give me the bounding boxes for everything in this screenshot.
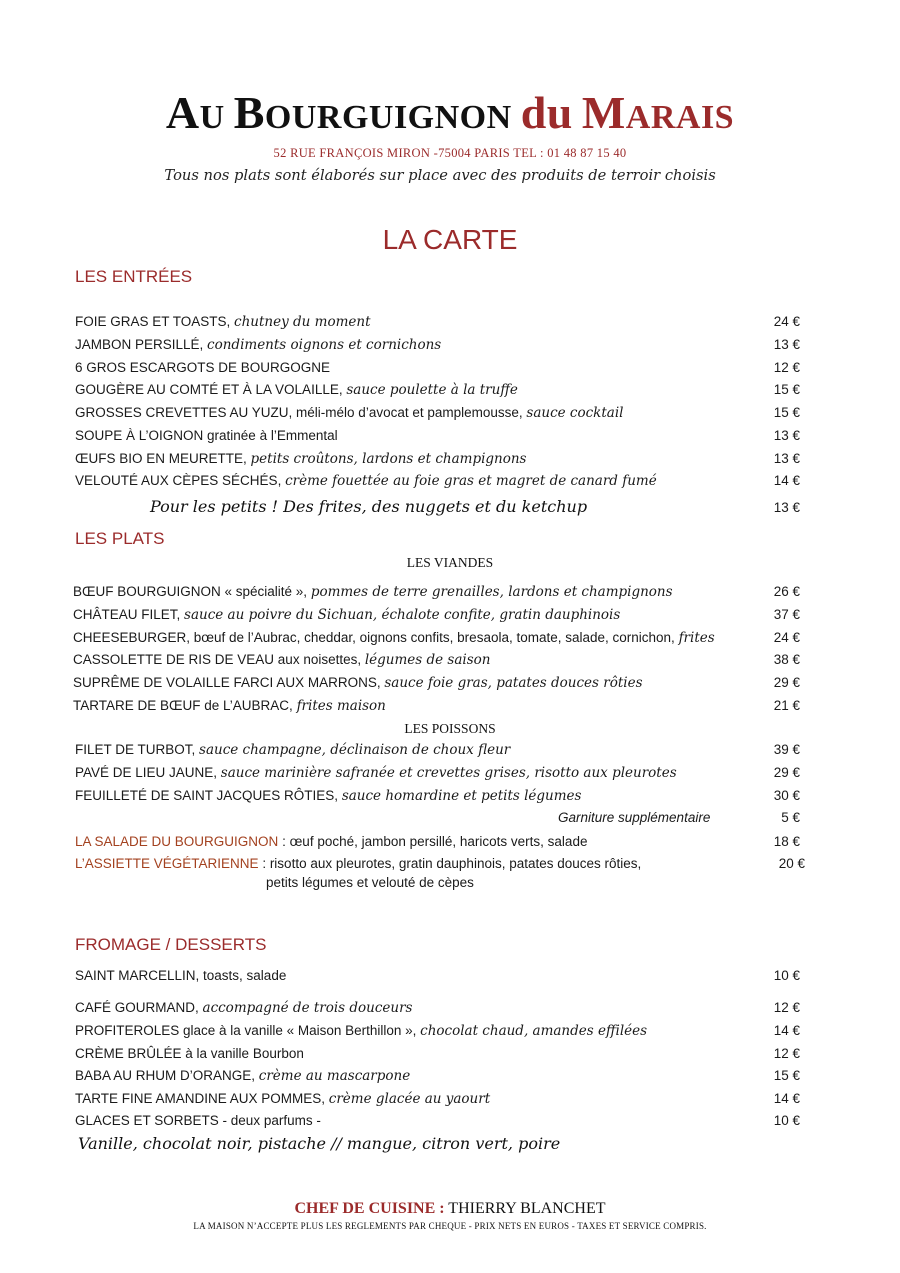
menu-item-accent: sauce champagne, déclinaison de choux fleur <box>199 742 511 758</box>
menu-item-row <box>75 405 800 427</box>
subsection-viandes-heading: LES VIANDES <box>406 555 494 570</box>
menu-item-text <box>75 1046 304 1062</box>
menu-item-text <box>75 788 581 804</box>
menu-item-name: CASSOLETTE DE RIS DE VEAU aux noisettes, <box>73 652 365 667</box>
menu-item-row <box>73 675 800 697</box>
menu-item-accent: sauce poulette à la truffe <box>346 382 518 398</box>
menu-item-text <box>75 405 623 421</box>
menu-item-accent: frites <box>678 630 715 646</box>
menu-item-price: 21 € <box>773 698 800 713</box>
menu-item-accent: légumes de saison <box>364 652 491 668</box>
menu-item-text <box>73 675 643 691</box>
menu-item-text <box>75 473 657 489</box>
menu-item-text <box>75 382 518 398</box>
kids-menu-price: 13 € <box>773 500 800 515</box>
menu-item-price: 13 € <box>773 337 800 352</box>
menu-item-text <box>75 1113 321 1129</box>
menu-item-row <box>75 473 800 495</box>
title-letter: M <box>581 87 626 138</box>
menu-item-row <box>73 652 800 674</box>
menu-item-text <box>73 630 715 646</box>
menu-item-name: BŒUF BOURGUIGNON « spécialité », <box>73 584 311 599</box>
menu-item-text <box>75 451 527 467</box>
payment-notice: LA MAISON N’ACCEPTE PLUS LES REGLEMENTS PAR CHEQUE - PRIX NETS EN EUROS - TAXES ET SERVICE COMPRIS. <box>193 1221 707 1231</box>
salade-text <box>75 834 587 849</box>
title-word: OURGUIGNON <box>264 99 512 136</box>
menu-item-price: 14 € <box>773 1023 800 1038</box>
salade-label: LA SALADE DU BOURGUIGNON <box>75 834 279 849</box>
salade-price: 18 € <box>773 834 800 849</box>
menu-item-name: PROFITEROLES glace à la vanille « Maison Berthillon », <box>75 1023 421 1038</box>
menu-item-price: 26 € <box>773 584 800 599</box>
salade-desc: : œuf poché, jambon persillé, haricots verts, salade <box>278 834 588 849</box>
menu-item-row <box>75 1113 800 1135</box>
menu-item-price: 39 € <box>773 742 800 757</box>
menu-item-text <box>73 698 386 714</box>
menu-item-text <box>75 1000 412 1016</box>
title-letter: B <box>233 87 265 138</box>
salade-row <box>75 834 800 856</box>
menu-item-name: TARTE FINE AMANDINE AUX POMMES, <box>75 1091 329 1106</box>
menu-item-price: 10 € <box>773 1113 800 1128</box>
title-word: ARAIS <box>625 99 735 136</box>
menu-item-row <box>75 1000 800 1022</box>
subsection-poissons-heading: LES POISSONS <box>404 721 496 736</box>
menu-item-name: PAVÉ DE LIEU JAUNE, <box>75 765 221 780</box>
section-desserts-heading: FROMAGE / DESSERTS <box>75 935 267 954</box>
menu-item-price: 29 € <box>773 765 800 780</box>
menu-item-accent: frites maison <box>296 698 386 714</box>
title-word: du <box>520 87 573 138</box>
vegetarian-label: L’ASSIETTE VÉGÉTARIENNE <box>75 856 259 871</box>
menu-item-row <box>73 607 800 629</box>
menu-item-accent: petits croûtons, lardons et champignons <box>250 451 527 467</box>
menu-item-accent: pommes de terre grenailles, lardons et champignons <box>310 584 673 600</box>
menu-item-row <box>75 742 800 764</box>
menu-item-name: ŒUFS BIO EN MEURETTE, <box>75 451 251 466</box>
menu-item-text <box>75 360 330 376</box>
menu-item-price: 10 € <box>773 968 800 983</box>
menu-item-row <box>75 382 800 404</box>
menu-item-row <box>75 314 800 336</box>
menu-item-row <box>75 788 800 810</box>
menu-item-name: BABA AU RHUM D’ORANGE, <box>75 1068 259 1083</box>
menu-item-accent: sauce cocktail <box>526 405 624 421</box>
menu-item-name: JAMBON PERSILLÉ, <box>75 337 208 352</box>
menu-item-text <box>75 337 441 353</box>
menu-item-row <box>75 765 800 787</box>
menu-item-price: 12 € <box>773 1000 800 1015</box>
restaurant-title <box>0 86 900 139</box>
menu-item-accent: accompagné de trois douceurs <box>202 1000 413 1016</box>
menu-item-text <box>75 1091 490 1107</box>
menu-item-price: 24 € <box>773 314 800 329</box>
menu-item-accent: sauce marinière safranée et crevettes grises, risotto aux pleurotes <box>220 765 677 781</box>
menu-item-name: CHÂTEAU FILET, <box>73 607 185 622</box>
menu-item-price: 14 € <box>773 1091 800 1106</box>
glaces-flavors: Vanille, chocolat noir, pistache // mangue, citron vert, poire <box>78 1134 561 1153</box>
menu-item-row <box>73 698 800 720</box>
menu-item-row <box>75 1091 800 1113</box>
menu-item-row <box>75 968 800 990</box>
title-letter: U <box>199 99 225 136</box>
menu-item-text <box>75 742 510 758</box>
vegetarian-text <box>75 856 641 871</box>
garniture-label: Garniture supplémentaire <box>558 810 711 825</box>
tagline: Tous nos plats sont élaborés sur place avec des produits de terroir choisis <box>164 166 716 184</box>
menu-item-row <box>75 337 800 359</box>
menu-item-price: 15 € <box>773 405 800 420</box>
menu-item-name: TARTARE DE BŒUF de L’AUBRAC, <box>73 698 297 713</box>
menu-item-name: GOUGÈRE AU COMTÉ ET À LA VOLAILLE, <box>75 382 347 397</box>
menu-item-row <box>75 1046 800 1068</box>
menu-item-row <box>73 584 800 606</box>
section-entrees-heading: LES ENTRÉES <box>75 267 193 286</box>
menu-item-name: FOIE GRAS ET TOASTS, <box>75 314 235 329</box>
menu-item-text <box>75 428 338 444</box>
menu-item-text <box>75 1023 647 1039</box>
vegetarian-desc: : risotto aux pleurotes, gratin dauphinois, patates douces rôties, <box>258 856 642 871</box>
menu-item-price: 29 € <box>773 675 800 690</box>
title-letter: A <box>165 87 200 138</box>
menu-item-row <box>75 1023 800 1045</box>
menu-item-price: 37 € <box>773 607 800 622</box>
menu-item-name: GROSSES CREVETTES AU YUZU, méli-mélo d’avocat et pamplemousse, <box>75 405 527 420</box>
menu-item-text <box>75 314 371 330</box>
menu-item-text <box>75 968 286 984</box>
menu-item-price: 15 € <box>773 1068 800 1083</box>
menu-item-accent: chutney du moment <box>234 314 371 330</box>
menu-item-accent: sauce au poivre du Sichuan, échalote confite, gratin dauphinois <box>184 607 621 623</box>
carte-title: LA CARTE <box>382 224 518 255</box>
menu-item-accent: sauce homardine et petits légumes <box>341 788 582 804</box>
chef-line <box>0 1200 900 1218</box>
menu-item-price: 38 € <box>773 652 800 667</box>
menu-item-name: CRÈME BRÛLÉE à la vanille Bourbon <box>75 1046 304 1061</box>
menu-item-price: 15 € <box>773 382 800 397</box>
menu-item-text <box>75 1068 410 1084</box>
chef-name: THIERRY BLANCHET <box>444 1200 606 1217</box>
menu-item-accent: sauce foie gras, patates douces rôties <box>384 675 643 691</box>
menu-item-price: 12 € <box>773 1046 800 1061</box>
menu-item-name: GLACES ET SORBETS - deux parfums - <box>75 1113 321 1128</box>
vegetarian-price: 20 € <box>778 856 805 871</box>
menu-item-accent: crème glacée au yaourt <box>328 1091 491 1107</box>
menu-item-row <box>75 360 800 382</box>
menu-item-name: SAINT MARCELLIN, toasts, salade <box>75 968 287 983</box>
menu-item-row <box>73 630 800 652</box>
menu-item-text <box>73 652 490 668</box>
menu-item-name: FEUILLETÉ DE SAINT JACQUES RÔTIES, <box>75 788 342 803</box>
menu-item-price: 12 € <box>773 360 800 375</box>
menu-item-row <box>75 428 800 450</box>
menu-item-name: FILET DE TURBOT, <box>75 742 200 757</box>
menu-item-price: 13 € <box>773 428 800 443</box>
menu-item-accent: crème au mascarpone <box>258 1068 411 1084</box>
menu-item-accent: crème fouettée au foie gras et magret de canard fumé <box>285 473 657 489</box>
menu-item-row <box>75 1068 800 1090</box>
garniture-price: 5 € <box>781 810 800 825</box>
menu-item-name: CHEESEBURGER, bœuf de l’Aubrac, cheddar, oignons confits, bresaola, tomate, salade, cornichon, <box>73 630 679 645</box>
menu-item-text <box>75 765 677 781</box>
menu-item-price: 24 € <box>773 630 800 645</box>
menu-item-name: CAFÉ GOURMAND, <box>75 1000 203 1015</box>
menu-item-price: 14 € <box>773 473 800 488</box>
menu-item-price: 30 € <box>773 788 800 803</box>
menu-item-text <box>73 584 673 600</box>
menu-item-name: 6 GROS ESCARGOTS DE BOURGOGNE <box>75 360 331 375</box>
vegetarian-desc-line2: petits légumes et velouté de cèpes <box>266 875 474 890</box>
menu-item-accent: chocolat chaud, amandes effilées <box>420 1023 648 1039</box>
menu-item-accent: condiments oignons et cornichons <box>207 337 442 353</box>
section-plats-heading: LES PLATS <box>75 529 165 548</box>
chef-label: CHEF DE CUISINE : <box>294 1200 445 1217</box>
kids-menu-text: Pour les petits ! Des frites, des nuggets et du ketchup <box>150 497 588 516</box>
menu-item-name: SOUPE À L’OIGNON gratinée à l’Emmental <box>75 428 338 443</box>
menu-item-name: VELOUTÉ AUX CÈPES SÉCHÉS, <box>75 473 286 488</box>
menu-item-price: 13 € <box>773 451 800 466</box>
menu-item-text <box>73 607 620 623</box>
menu-item-row <box>75 451 800 473</box>
menu-item-name: SUPRÊME DE VOLAILLE FARCI AUX MARRONS, <box>73 675 385 690</box>
address-line: 52 RUE FRANÇOIS MIRON -75004 PARIS TEL : 01 48 87 15 40 <box>273 146 627 160</box>
